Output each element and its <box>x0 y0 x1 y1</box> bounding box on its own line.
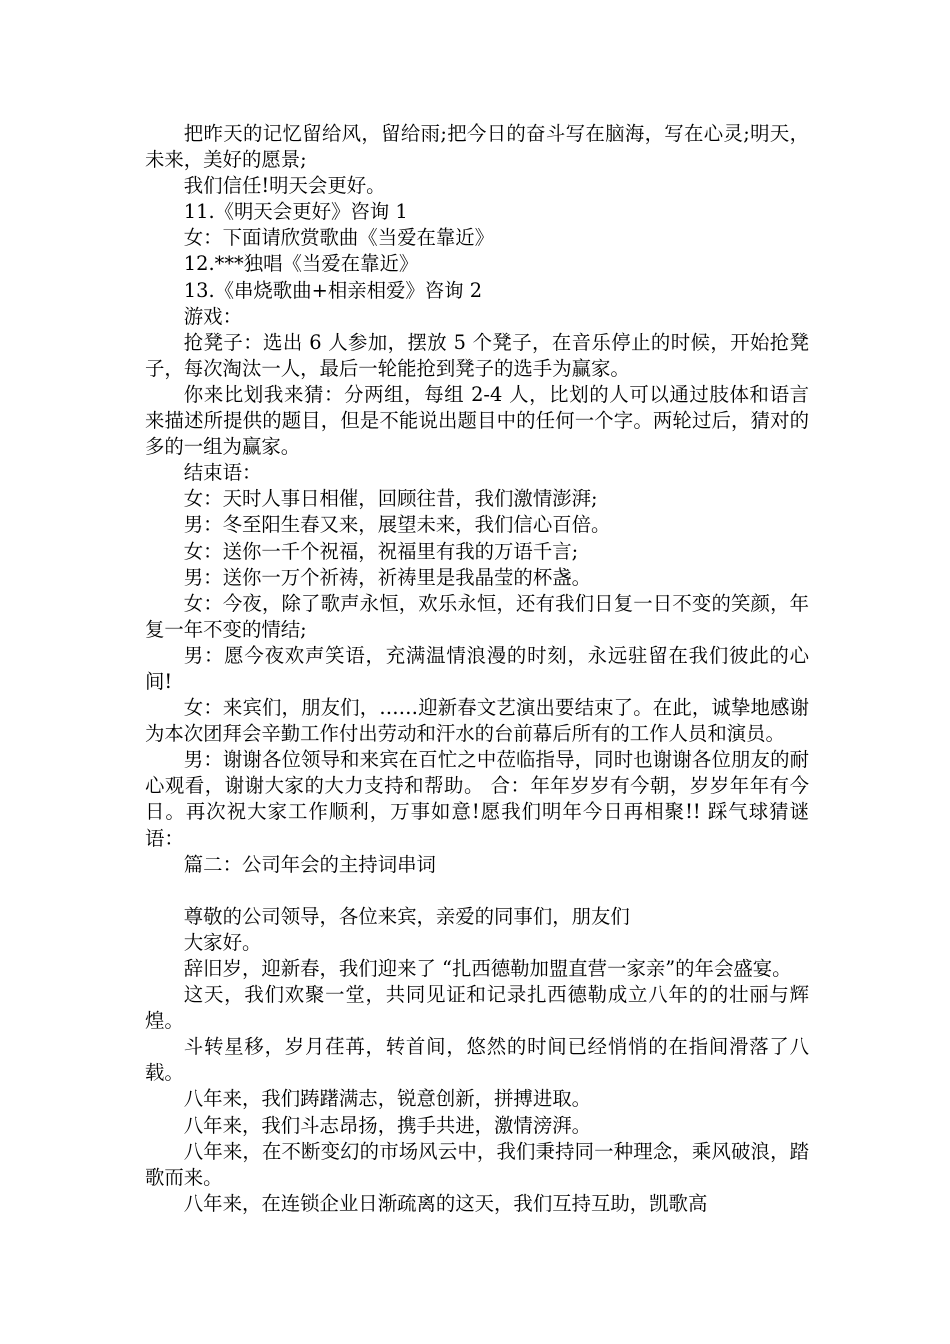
paragraph: 女：来宾们，朋友们，……迎新春文艺演出要结束了。在此，诚挚地感谢为本次团拜会辛勤工作付出劳动和汗水的台前幕后所有的工作人员和演员。 <box>145 696 809 746</box>
paragraph: 13.《串烧歌曲+相亲相爱》咨询 2 <box>183 278 483 302</box>
paragraph: 11.《明天会更好》咨询 1 <box>183 200 408 224</box>
paragraph: 尊敬的公司领导，各位来宾，亲爱的同事们，朋友们 <box>183 904 630 928</box>
paragraph: 八年来，我们踌躇满志，锐意创新，拼搏进取。 <box>183 1087 591 1111</box>
paragraph: 八年来，我们斗志昂扬，携手共进，激情滂湃。 <box>183 1113 591 1137</box>
section-heading: 游戏： <box>183 304 242 328</box>
paragraph: 我们信任!明天会更好。 <box>183 174 386 198</box>
paragraph: 男：冬至阳生春又来，展望未来，我们信心百倍。 <box>183 513 611 537</box>
paragraph: 男：愿今夜欢声笑语，充满温情浪漫的时刻，永远驻留在我们彼此的心间! <box>145 643 809 693</box>
paragraph: 斗转星移，岁月荏苒，转首间，悠然的时间已经悄悄的在指间滑落了八载。 <box>145 1035 809 1085</box>
paragraph: 八年来，在连锁企业日渐疏离的这天，我们互持互助，凯歌高 <box>183 1191 708 1215</box>
paragraph: 女：今夜，除了歌声永恒，欢乐永恒，还有我们日复一日不变的笑颜，年复一年不变的情结; <box>145 591 809 641</box>
blank-line <box>145 878 809 904</box>
paragraph: 八年来，在不断变幻的市场风云中，我们秉持同一种理念，乘风破浪，踏歌而来。 <box>145 1139 809 1189</box>
paragraph: 女：下面请欣赏歌曲《当爱在靠近》 <box>183 226 495 250</box>
document-page <box>145 121 809 1217</box>
paragraph: 男：谢谢各位领导和来宾在百忙之中莅临指导，同时也谢谢各位朋友的耐心观看，谢谢大家的大力支持和帮助。 合：年年岁岁有今朝，岁岁年年有今日。再次祝大家工作顺利，万事如意!愿我们明年今日再相聚!! 踩气球猜谜语： <box>145 748 809 850</box>
section-heading: 结束语： <box>183 461 262 485</box>
section-heading: 篇二：公司年会的主持词串词 <box>183 852 436 876</box>
paragraph: 大家好。 <box>183 930 262 954</box>
paragraph: 女：送你一千个祝福，祝福里有我的万语千言; <box>183 539 579 563</box>
paragraph: 抢凳子：选出 6 人参加，摆放 5 个凳子，在音乐停止的时候，开始抢凳子，每次淘汰一人，最后一轮能抢到凳子的选手为赢家。 <box>145 330 809 380</box>
paragraph: 你来比划我来猜：分两组，每组 2-4 人，比划的人可以通过肢体和语言来描述所提供的题目，但是不能说出题目中的任何一个字。两轮过后，猜对的多的一组为赢家。 <box>145 382 809 459</box>
paragraph: 这天，我们欢聚一堂，共同见证和记录扎西德勒成立八年的的壮丽与辉煌。 <box>145 983 809 1033</box>
paragraph: 把昨天的记忆留给风，留给雨;把今日的奋斗写在脑海，写在心灵;明天，未来，美好的愿景; <box>145 122 809 172</box>
paragraph: 男：送你一万个祈祷，祈祷里是我晶莹的杯盏。 <box>183 565 591 589</box>
paragraph: 辞旧岁，迎新春，我们迎来了 “扎西德勒加盟直营一家亲”的年会盛宴。 <box>183 957 792 980</box>
paragraph: 女：天时人事日相催，回顾往昔，我们激情澎湃; <box>183 487 598 511</box>
paragraph: 12.***独唱《当爱在靠近》 <box>183 252 419 276</box>
